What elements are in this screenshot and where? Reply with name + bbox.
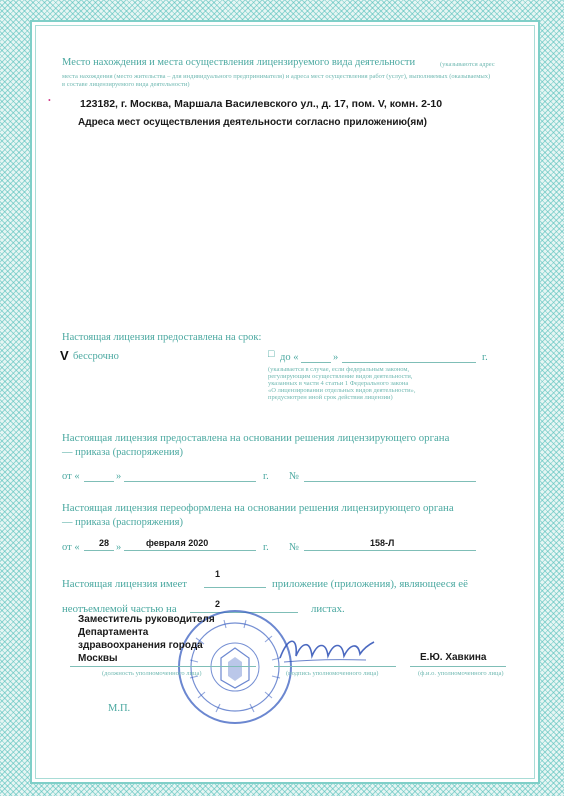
pink-dot: • [48,96,51,105]
reissued-line-2: — приказа (распоряжения) [62,517,184,528]
signatory-title-2: Департамента [78,627,149,638]
granted-number-line [304,481,476,482]
term-note-1: (указывается в случае, если федеральным законом, [268,366,410,373]
appendix-sheets: 2 [215,599,221,609]
position-line [70,666,256,667]
caption-position: (должность уполномоченного лица) [102,670,202,677]
until-checkbox: □ [268,349,275,360]
perpetual-label: бессрочно [73,351,119,362]
appendix-count: 1 [215,569,221,579]
reissued-number: 158-Л [370,538,395,548]
location-note-2: места нахождения (место жительства – для индивидуального предпринимателя) и адреса мест осуществления работ (услуг), выполняемых (оказываемых) [62,73,491,80]
signatory-title-4: Москвы [78,653,118,664]
until-date-line [342,362,476,363]
appendix-text-1: Настоящая лицензия имеет [62,578,188,590]
location-note-1: (указываются адрес [440,61,495,68]
term-note-2: регулирующим осуществление видов деятельности, [268,373,413,380]
until-year: г. [482,352,488,363]
reissued-day-line [84,550,114,551]
location-heading: Место нахождения и места осуществления лицензируемого вида деятельности [62,57,416,68]
handwritten-signature [276,630,376,670]
perpetual-checkmark: V [60,348,69,363]
granted-date-line [124,481,256,482]
until-day-line [301,362,331,363]
reissued-line-1: Настоящая лицензия переоформлена на основании решения лицензирующего органа [62,502,454,514]
until-prefix: до « [280,352,299,363]
name-line [410,666,506,667]
appendix-text-2: приложение (приложения), являющееся её [272,578,468,590]
caption-signature: (подпись уполномоченного лица) [286,670,379,677]
term-note-5: предусмотрен иной срок действия лицензии) [268,394,393,401]
until-mid: » [333,352,339,363]
signatory-title-1: Заместитель руководителя [78,614,215,625]
reissued-from: от « [62,542,80,553]
caption-name: (ф.и.о. уполномоченного лица) [418,670,504,677]
appendix-count-line [204,587,266,588]
signatory-name: Е.Ю. Хавкина [420,652,487,663]
granted-line-2: — приказа (распоряжения) [62,447,184,458]
appendix-text-3: неотъемлемой частью на [62,603,177,615]
reissued-day: 28 [99,538,110,548]
location-note-3: в составе лицензируемого вида деятельности) [62,81,190,88]
reissued-num-sign: № [289,542,300,553]
term-heading: Настоящая лицензия предоставлена на срок: [62,332,262,343]
stamp-place-label: М.П. [108,703,131,714]
reissued-quote: » [116,542,122,553]
reissued-date-line [124,550,256,551]
address-text: 123182, г. Москва, Маршала Василевского ул., д. 17, пом. V, комн. 2-10 [80,98,443,110]
granted-num-sign: № [289,471,300,482]
reissued-year: г. [263,542,269,553]
signatory-title-3: здравоохранения города [78,640,203,651]
granted-line-1: Настоящая лицензия предоставлена на основании решения лицензирующего органа [62,432,450,444]
term-note-3: указанных в части 4 статьи 1 Федерального закона [268,380,409,387]
granted-quote: » [116,471,122,482]
granted-day-line [84,481,114,482]
reissued-month-year: февраля 2020 [146,538,209,548]
signature-line [274,666,396,667]
appendix-text-4: листах. [311,603,345,615]
activity-places-text: Адреса мест осуществления деятельности согласно приложению(ям) [78,117,427,128]
reissued-number-line [304,550,476,551]
term-note-4: «О лицензировании отдельных видов деятельности», [268,387,416,394]
granted-year: г. [263,471,269,482]
granted-from: от « [62,471,80,482]
